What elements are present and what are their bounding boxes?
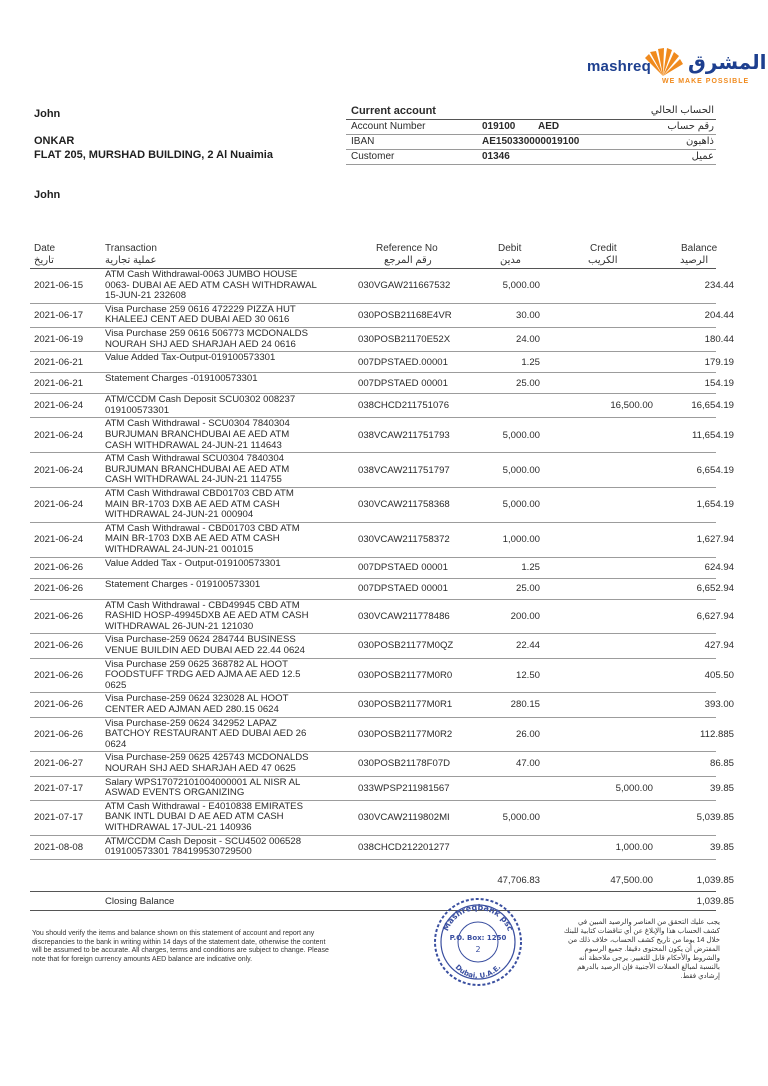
row-description-line: WITHDRAWAL 24-JUN-21 000904: [105, 509, 254, 521]
row-description-line: Visa Purchase-259 0624 342952 LAPAZ: [105, 717, 277, 729]
row-description-line: CASH WITHDRAWAL 24-JUN-21 114643: [105, 439, 282, 451]
row-description: [105, 353, 355, 364]
svg-text:Mashreqbank psc: [441, 903, 515, 933]
row-credit: 1,000.00: [615, 841, 653, 853]
table-row: [30, 578, 734, 600]
row-debit: 5,000.00: [502, 812, 540, 824]
row-description-line: Value Added Tax-Output-019100573301: [105, 352, 276, 364]
row-reference: 030VCAW211758368: [358, 499, 450, 511]
row-balance: 6,627.94: [696, 610, 734, 622]
row-date: 2021-06-19: [34, 334, 84, 346]
row-balance: 1,627.94: [696, 534, 734, 546]
row-description: [105, 837, 355, 858]
row-description: [105, 753, 355, 774]
stamp-text-mid: P.O. Box: 1250: [449, 934, 507, 942]
row-description-line: BURJUMAN BRANCHDUBAI AE AED ATM: [105, 428, 290, 440]
table-row: [30, 800, 734, 836]
account-label: Account Number: [351, 121, 426, 132]
row-date: 2021-06-26: [34, 583, 84, 595]
row-debit: 1.25: [521, 562, 540, 574]
iban-value: AE150330000019100: [482, 136, 580, 147]
row-description-line: Statement Charges -019100573301: [105, 373, 258, 385]
table-row: [30, 776, 734, 801]
customer-name-bottom: John: [34, 189, 61, 201]
row-debit: 47.00: [515, 758, 540, 770]
row-description: [105, 489, 355, 521]
table-row: [30, 658, 734, 694]
table-row: [30, 835, 734, 860]
row-description-line: ATM/CCDM Cash Deposit SCU0302 008237: [105, 394, 296, 406]
row-reference: 030VCAW211758372: [358, 534, 450, 546]
disclaimer-ar: يجب عليك التحقق من العناصر والرصيد المبين في كشف الحساب هذا والإبلاغ عن أي تناقضات كتابية للبنك خلال 14 يوما من تاريخ كشف الحساب، خلاف ذلك من المفترض أن يكون المحتوى دقيقا. جميع الرسوم والشروط والأحكام قابل للتغيير. يرجى ملاحظة أنه بالنسبة لمبالغ العملات الأجنبية فإن الرصيد بالدرهم إرشادي فقط.: [563, 919, 720, 980]
row-debit: 280.15: [510, 699, 540, 711]
header-date-ar: تاريخ: [34, 255, 54, 266]
row-date: 2021-06-24: [34, 499, 84, 511]
row-description: [105, 601, 355, 633]
row-balance: 86.85: [709, 758, 734, 770]
row-date: 2021-06-24: [34, 464, 84, 476]
stamp-text-bottom: Dubai, U.A.E.: [453, 963, 503, 981]
stamp-text-num: 2: [475, 945, 481, 954]
row-balance: 5,039.85: [696, 812, 734, 824]
row-balance: 234.44: [704, 280, 734, 292]
header-balance-ar: الرصيد: [680, 255, 709, 266]
header-credit-ar: الكريب: [588, 255, 618, 266]
row-description-line: MAIN BR-1703 DXB AE AED ATM CASH: [105, 498, 280, 510]
row-debit: 26.00: [515, 728, 540, 740]
row-reference: 007DPSTAED 00001: [358, 377, 448, 389]
row-description-line: MAIN BR-1703 DXB AE AED ATM CASH: [105, 533, 280, 545]
row-description-line: FOODSTUFF TRDG AED AJMA AE AED 12.5: [105, 669, 301, 681]
row-reference: 033WPSP211981567: [358, 782, 450, 794]
row-credit: 5,000.00: [615, 782, 653, 794]
row-description-line: 0063- DUBAI AE AED ATM CASH WITHDRAWAL: [105, 279, 317, 291]
account-title: Current account: [351, 105, 436, 117]
table-row: [30, 557, 734, 579]
row-description: [105, 395, 355, 416]
row-reference: 030POSB21177M0R2: [358, 728, 453, 740]
table-row: [30, 269, 734, 304]
account-currency: AED: [538, 121, 560, 132]
row-description: [105, 635, 355, 656]
table-row: [30, 373, 734, 394]
row-date: 2021-06-21: [34, 356, 84, 368]
row-date: 2021-07-17: [34, 812, 84, 824]
bank-name-ar: المشرق: [688, 52, 767, 74]
header-debit-ar: مدين: [500, 255, 522, 266]
row-date: 2021-06-24: [34, 429, 84, 441]
table-row: [30, 394, 734, 418]
row-date: 2021-06-24: [34, 534, 84, 546]
closing-balance-value: 1,039.85: [696, 896, 734, 907]
row-description-line: Visa Purchase 259 0616 472229 PIZZA HUT: [105, 303, 296, 315]
table-row: [30, 328, 734, 352]
svg-text:Dubai, U.A.E.: [454, 963, 503, 980]
table-row: [30, 418, 734, 453]
row-description-line: Value Added Tax - Output-019100573301: [105, 557, 281, 569]
row-reference: 038CHCD211751076: [358, 400, 450, 412]
customer-name-top: John: [34, 108, 61, 120]
row-balance: 1,654.19: [696, 499, 734, 511]
row-balance: 624.94: [704, 562, 734, 574]
customer-value: 01346: [482, 151, 510, 162]
row-description: [105, 719, 355, 751]
row-description-line: ATM Cash Withdrawal - CBD01703 CBD ATM: [105, 522, 300, 534]
row-date: 2021-06-17: [34, 309, 84, 321]
row-date: 2021-06-21: [34, 377, 84, 389]
closing-divider: [30, 910, 716, 911]
iban-label-ar: ذاهبون: [685, 136, 714, 147]
header-debit: Debit: [498, 243, 522, 254]
customer-label-ar: عميل: [691, 151, 714, 162]
totals-divider: [30, 891, 716, 892]
row-debit: 5,000.00: [502, 429, 540, 441]
row-balance: 6,654.19: [696, 464, 734, 476]
row-description-line: Visa Purchase-259 0624 284744 BUSINESS: [105, 634, 296, 646]
row-reference: 007DPSTAED 00001: [358, 583, 448, 595]
customer-label: Customer: [351, 151, 395, 162]
customer-name-2: ONKAR: [34, 135, 75, 147]
customer-address: FLAT 205, MURSHAD BUILDING, 2 Al Nuaimia: [34, 149, 273, 161]
iban-label: IBAN: [351, 136, 375, 147]
row-description-line: ATM Cash Withdrawal-0063 JUMBO HOUSE: [105, 269, 298, 280]
row-balance: 16,654.19: [691, 400, 734, 412]
header-reference: Reference No: [376, 243, 438, 254]
row-description-line: 019100573301 784199530729500: [105, 846, 252, 858]
account-label-ar: رقم حساب: [667, 121, 714, 132]
row-balance: 154.19: [704, 377, 734, 389]
row-reference: 030VGAW211667532: [358, 280, 451, 292]
table-row: [30, 488, 734, 523]
account-title-row: [346, 104, 716, 120]
row-description-line: Visa Purchase-259 0625 425743 MCDONALDS: [105, 752, 309, 764]
closing-balance-label: Closing Balance: [105, 896, 175, 907]
row-date: 2021-06-26: [34, 728, 84, 740]
table-row: [30, 599, 734, 635]
total-debit: 47,706.83: [497, 875, 540, 886]
bank-name-en: mashreq: [587, 58, 651, 75]
row-description: [105, 305, 355, 326]
row-description-line: Visa Purchase 259 0616 506773 MCDONALDS: [105, 328, 309, 339]
row-description-line: Visa Purchase-259 0624 323028 AL HOOT: [105, 693, 289, 705]
total-balance: 1,039.85: [696, 875, 734, 886]
row-reference: 030POSB21170E52X: [358, 334, 451, 346]
row-description: [105, 524, 355, 556]
row-balance: 39.85: [709, 782, 734, 794]
row-description-line: CENTER AED AJMAN AED 280.15 0624: [105, 703, 279, 715]
row-balance: 39.85: [709, 841, 734, 853]
table-row: [30, 522, 734, 558]
account-title-ar: الحساب الحالي: [650, 105, 714, 116]
row-description-line: 0625: [105, 679, 127, 691]
row-description-line: KHALEEJ CENT AED DUBAI AED 30 0616: [105, 314, 290, 326]
row-date: 2021-06-26: [34, 669, 84, 681]
row-debit: 30.00: [515, 309, 540, 321]
row-description-line: ATM Cash Withdrawal - E4010838 EMIRATES: [105, 800, 303, 812]
header-transaction: Transaction: [105, 243, 157, 254]
row-debit: 5,000.00: [502, 499, 540, 511]
row-date: 2021-06-26: [34, 699, 84, 711]
row-description-line: NOURAH SHJ AED SHARJAH AED 24 0616: [105, 338, 296, 350]
row-debit: 25.00: [515, 583, 540, 595]
row-debit: 1,000.00: [502, 534, 540, 546]
row-debit: 5,000.00: [502, 464, 540, 476]
row-balance: 112.885: [700, 728, 734, 740]
row-balance: 204.44: [704, 309, 734, 321]
row-description-line: WITHDRAWAL 26-JUN-21 121030: [105, 620, 254, 632]
row-description: [105, 419, 355, 451]
row-date: 2021-07-17: [34, 782, 84, 794]
row-reference: 030VCAW211778486: [358, 610, 450, 622]
row-description-line: ASWAD EVENTS ORGANIZING: [105, 787, 245, 799]
row-reference: 038CHCD212201277: [358, 841, 450, 853]
bank-stamp: [432, 896, 524, 988]
row-reference: 007DPSTAED 00001: [358, 562, 448, 574]
row-description-line: ATM Cash Withdrawal CBD01703 CBD ATM: [105, 488, 294, 499]
row-description-line: 019100573301: [105, 404, 170, 416]
account-row: [346, 120, 716, 135]
row-date: 2021-06-26: [34, 562, 84, 574]
row-description: [105, 580, 355, 591]
customer-row: [346, 150, 716, 165]
row-description-line: NOURAH SHJ AED SHARJAH AED 47 0625: [105, 762, 296, 774]
row-description: [105, 374, 355, 385]
row-balance: 427.94: [704, 640, 734, 652]
row-description-line: Visa Purchase 259 0625 368782 AL HOOT: [105, 658, 288, 670]
row-balance: 405.50: [704, 669, 734, 681]
row-reference: 030POSB21177M0R1: [358, 699, 453, 711]
row-date: 2021-06-15: [34, 280, 84, 292]
header-date: Date: [34, 243, 56, 254]
stamp-text-top: Mashreqbank psc: [441, 902, 515, 933]
row-balance: 6,652.94: [696, 583, 734, 595]
row-description: [105, 270, 355, 302]
disclaimer-en: You should verify the items and balance shown on this statement of account and report any discrepancies to the bank in writing within 14 days of the statement date, otherwise the content will be assumed to be accurate. All charges, terms and conditions are subject to change. Please note that for foreign currency amounts AED balance are indicative only.: [32, 930, 329, 963]
header-balance: Balance: [681, 243, 718, 254]
iban-row: [346, 135, 716, 150]
row-description-line: BANK INTL DUBAI D AE AED ATM CASH: [105, 811, 284, 823]
row-reference: 030POSB21177M0R0: [358, 669, 453, 681]
row-description: [105, 802, 355, 834]
row-description-line: ATM Cash Withdrawal SCU0304 7840304: [105, 453, 284, 465]
bank-tagline: WE MAKE POSSIBLE: [662, 78, 750, 85]
row-description-line: VENUE BUILDIN AED DUBAI AED 22.44 0624: [105, 644, 305, 656]
row-description-line: WITHDRAWAL 17-JUL-21 140936: [105, 821, 252, 833]
row-description: [105, 660, 355, 692]
row-description-line: 15-JUN-21 232608: [105, 290, 187, 302]
header-credit: Credit: [590, 243, 617, 254]
table-row: [30, 752, 734, 776]
row-debit: 22.44: [515, 640, 540, 652]
row-reference: 030POSB21168E4VR: [358, 309, 452, 321]
row-balance: 180.44: [704, 334, 734, 346]
row-description: [105, 454, 355, 486]
row-reference: 030VCAW2119802MI: [358, 812, 450, 824]
table-row: [30, 303, 734, 328]
row-balance: 11,654.19: [692, 429, 734, 441]
row-debit: 24.00: [515, 334, 540, 346]
row-reference: 030POSB21178F07D: [358, 758, 451, 770]
row-description: [105, 778, 355, 799]
row-balance: 179.19: [704, 356, 734, 368]
row-debit: 25.00: [515, 377, 540, 389]
row-balance: 393.00: [704, 699, 734, 711]
table-row: [30, 693, 734, 717]
table-row: [30, 352, 734, 373]
row-description: [105, 559, 355, 570]
row-description-line: WITHDRAWAL 24-JUN-21 001015: [105, 543, 254, 555]
row-description: [105, 329, 355, 350]
row-debit: 200.00: [510, 610, 540, 622]
row-date: 2021-06-26: [34, 610, 84, 622]
row-date: 2021-06-27: [34, 758, 84, 770]
account-value: 019100: [482, 121, 516, 132]
row-reference: 007DPSTAED.00001: [358, 356, 448, 368]
table-row: [30, 453, 734, 488]
row-description-line: ATM Cash Withdrawal - SCU0304 7840304: [105, 418, 290, 430]
row-reference: 038VCAW211751793: [358, 429, 450, 441]
header-transaction-ar: عملية تجارية: [105, 255, 157, 266]
table-row: [30, 717, 734, 753]
row-description: [105, 694, 355, 715]
row-description-line: Statement Charges - 019100573301: [105, 578, 261, 590]
row-debit: 5,000.00: [502, 280, 540, 292]
account-summary: [346, 104, 716, 165]
total-credit: 47,500.00: [610, 875, 653, 886]
row-description-line: BATCHOY RESTAURANT AED DUBAI AED 26: [105, 728, 307, 740]
row-date: 2021-08-08: [34, 841, 84, 853]
row-credit: 16,500.00: [610, 400, 653, 412]
row-description-line: 0624: [105, 738, 127, 750]
row-description-line: BURJUMAN BRANCHDUBAI AE AED ATM: [105, 463, 290, 475]
row-reference: 030POSB21177M0QZ: [358, 640, 454, 652]
row-debit: 12.50: [515, 669, 540, 681]
row-reference: 038VCAW211751797: [358, 464, 450, 476]
row-description-line: CASH WITHDRAWAL 24-JUN-21 114755: [105, 474, 282, 486]
row-date: 2021-06-26: [34, 640, 84, 652]
row-description-line: ATM/CCDM Cash Deposit - SCU4502 006528: [105, 835, 302, 847]
table-row: [30, 634, 734, 658]
row-description-line: ATM Cash Withdrawal - CBD49945 CBD ATM: [105, 599, 300, 611]
row-description-line: Salary WPS17072101004000001 AL NISR AL: [105, 776, 301, 788]
row-description-line: RASHID HOSP-49945DXB AE AED ATM CASH: [105, 610, 309, 622]
row-date: 2021-06-24: [34, 400, 84, 412]
header-reference-ar: رقم المرجع: [384, 255, 432, 266]
row-debit: 1.25: [521, 356, 540, 368]
